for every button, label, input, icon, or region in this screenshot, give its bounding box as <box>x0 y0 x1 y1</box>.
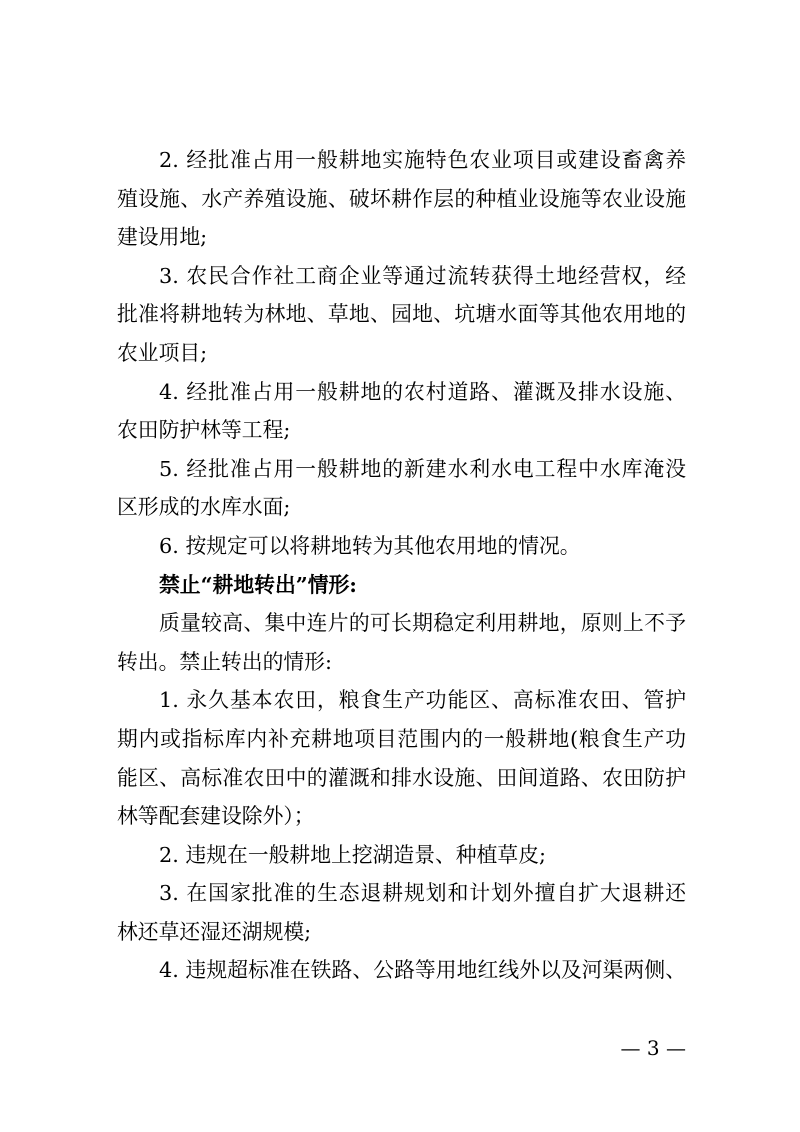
text-line: 农业项目; <box>117 340 208 365</box>
prohibited-item-2 <box>117 836 686 875</box>
text-line: 殖设施、水产养殖设施、破坏耕作层的种植业设施等农业设施 <box>117 186 686 211</box>
text-line: 4. 经批准占用一般耕地的农村道路、灌溉及排水设施、 <box>159 379 686 404</box>
text-line: 林等配套建设除外）； <box>117 804 315 829</box>
text-line: 批准将耕地转为林地、草地、园地、坑塘水面等其他农用地的 <box>117 302 686 327</box>
text-line: 农田防护林等工程; <box>117 418 291 443</box>
prohibited-intro <box>117 604 686 681</box>
text-line: 4. 违规超标准在铁路、公路等用地红线外以及河渠两侧、 <box>159 958 686 983</box>
document-body <box>117 141 686 990</box>
text-line: 区形成的水库水面; <box>117 495 291 520</box>
section-heading: 禁止“耕地转出”情形: <box>159 571 357 597</box>
prohibited-item-3 <box>117 874 686 951</box>
text-line: 3. 农民合作社工商企业等通过流转获得土地经营权，经 <box>159 263 686 288</box>
text-line: 2. 经批准占用一般耕地实施特色农业项目或建设畜禽养 <box>159 148 686 172</box>
page-number: — 3 — <box>620 1036 686 1060</box>
permitted-item-4 <box>117 373 686 450</box>
text-line: 2. 违规在一般耕地上挖湖造景、种植草皮; <box>159 842 547 867</box>
text-line: 3. 在国家批准的生态退耕规划和计划外擅自扩大退耕还 <box>159 881 686 906</box>
text-line: 能区、高标准农田中的灌溉和排水设施、田间道路、农田防护 <box>117 765 686 790</box>
text-line: 转出。禁止转出的情形: <box>117 649 332 674</box>
permitted-item-6 <box>117 527 686 566</box>
prohibited-item-4 <box>117 951 686 990</box>
text-line: 质量较高、集中连片的可长期稳定利用耕地，原则上不予 <box>159 611 686 636</box>
text-line: 6. 按规定可以将耕地转为其他农用地的情况。 <box>159 533 581 558</box>
permitted-item-3 <box>117 257 686 373</box>
permitted-item-2 <box>117 141 686 257</box>
text-line: 5. 经批准占用一般耕地的新建水利水电工程中水库淹没 <box>159 456 686 481</box>
text-line: 期内或指标库内补充耕地项目范围内的一般耕地(粮食生产功 <box>117 726 686 751</box>
prohibited-item-1 <box>117 681 686 835</box>
text-line: 林还草还湿还湖规模; <box>117 919 312 944</box>
text-line: 建设用地; <box>117 225 208 250</box>
permitted-item-5 <box>117 450 686 527</box>
text-line: 1. 永久基本农田，粮食生产功能区、高标准农田、管护 <box>159 688 686 713</box>
